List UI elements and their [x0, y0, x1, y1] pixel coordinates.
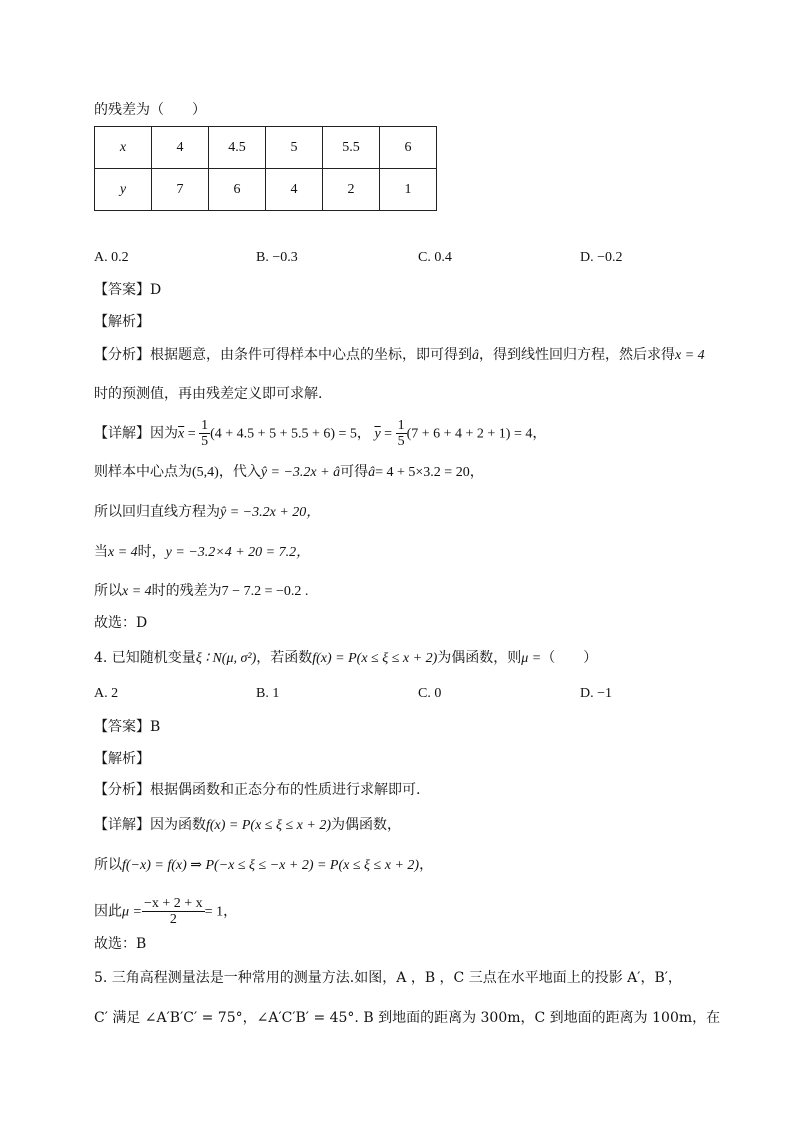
math-inline: f(x) = P(x ≤ ξ ≤ x + 2)	[206, 818, 331, 833]
math-inline: = 4 + 5×3.2 = 20，	[375, 465, 484, 480]
table-cell: 4.5	[209, 127, 266, 169]
q5-line2: C′ 满足 ∠A′B′C′ = 75°，∠A′C′B′ = 45°. B 到地面的距离为 300m，C 到地面的距离为 100m，在	[94, 1010, 721, 1026]
q4-option-c: C. 0	[418, 686, 442, 701]
text: 所以	[94, 857, 122, 873]
equals: =	[380, 426, 396, 442]
q3-center-point	[94, 462, 484, 483]
fenxi-text: 【分析】根据题意，由条件可得样本中心点的坐标，即可得到	[94, 347, 472, 363]
fraction	[142, 896, 205, 927]
table-cell: 1	[380, 169, 437, 211]
q3-when	[94, 542, 310, 563]
y-bar: $\overline{y}$	[374, 426, 381, 442]
q5-line1: 5. 三角高程测量法是一种常用的测量方法.如图，A ，B ，C 三点在水平地面上的投影 A′，B′，	[94, 970, 682, 986]
table-cell: 5	[266, 127, 323, 169]
a-hat-symbol: â	[472, 348, 479, 363]
q3-option-a: A. 0.2	[94, 250, 129, 265]
math-inline: ŷ = −3.2x + 20，	[220, 505, 321, 520]
text: （ ）	[541, 650, 598, 666]
math-inline: y = −3.2×4 + 20 = 7.2，	[165, 545, 311, 560]
table-cell: x	[95, 127, 152, 169]
equals: =	[184, 426, 200, 442]
q3-xiangjie-means	[94, 418, 546, 449]
text: 为偶函数，	[331, 817, 401, 833]
q4-fenxi: 【分析】根据偶函数和正态分布的性质进行求解即可.	[94, 782, 421, 798]
text: 4. 已知随机变量	[94, 650, 196, 666]
q4-stem	[94, 648, 597, 669]
fraction-denominator: 5	[397, 434, 405, 449]
fraction-numerator: 1	[201, 418, 209, 433]
fraction-numerator: 1	[397, 418, 405, 433]
q3-fenxi	[94, 345, 705, 366]
table-cell: 6	[209, 169, 266, 211]
q4-xiangjie	[94, 815, 401, 836]
data-table	[94, 126, 437, 211]
fraction-denominator: 2	[169, 912, 177, 927]
q3-option-d: D. −0.2	[580, 250, 623, 265]
xiangjie-label: 【详解】因为	[94, 425, 178, 442]
text: ，代入	[218, 464, 261, 480]
math-inline: f(−x) = f(x) ⇒ P(−x ≤ ξ ≤ −x + 2) = P(x ≤ ξ ≤ x + 2)	[122, 858, 420, 873]
math-inline: = 1，	[204, 904, 238, 920]
math-inline: (4 + 4.5 + 5 + 5.5 + 6) = 5，	[210, 426, 371, 442]
text: 因此	[94, 903, 122, 920]
text: 所以回归直线方程为	[94, 504, 220, 520]
q3-choose: 故选：D	[94, 615, 148, 631]
math-inline: (7 + 6 + 4 + 2 + 1) = 4，	[406, 426, 547, 442]
text: 【详解】因为函数	[94, 817, 206, 833]
table-cell: 2	[323, 169, 380, 211]
q3-regression	[94, 502, 320, 523]
table-cell: 4	[266, 169, 323, 211]
q3-option-c: C. 0.4	[418, 250, 452, 265]
text: 时，	[137, 544, 166, 560]
fenxi-text: ，得到线性回归方程，然后求得	[479, 347, 675, 363]
math-inline: ξ ∶ N(μ, σ²)	[195, 651, 257, 666]
math-inline: x = 4	[122, 584, 152, 599]
q4-option-d: D. −1	[580, 686, 613, 701]
q3-stem-tail: 的残差为（ ）	[94, 102, 206, 118]
x-bar: $\overline{x}$	[178, 426, 185, 442]
math-inline: (5,4)	[192, 465, 219, 480]
q4-therefore	[94, 896, 237, 927]
fraction	[199, 418, 210, 449]
text: ，	[419, 857, 434, 873]
math-inline: μ =	[122, 904, 142, 920]
math-inline: ŷ = −3.2x + â	[260, 465, 341, 480]
table-cell: 6	[380, 127, 437, 169]
q3-answer: 【答案】D	[94, 282, 162, 298]
table-cell: 7	[152, 169, 209, 211]
table-cell: 4	[152, 127, 209, 169]
fraction	[396, 418, 407, 449]
math-inline: f(x) = P(x ≤ ξ ≤ x + 2)	[312, 651, 438, 666]
text: 可得	[340, 464, 369, 480]
q4-option-a: A. 2	[94, 686, 119, 701]
text: 所以	[94, 583, 122, 599]
q3-residual	[94, 581, 308, 602]
fraction-denominator: 5	[201, 434, 209, 449]
q4-option-b: B. 1	[256, 686, 280, 701]
math-inline: μ =	[521, 651, 542, 666]
q4-answer: 【答案】B	[94, 719, 161, 735]
table-cell: y	[95, 169, 152, 211]
text: ，若函数	[256, 650, 313, 666]
text: 则样本中心点为	[94, 464, 192, 480]
text: 时的残差为	[151, 583, 222, 599]
a-hat-symbol: â	[368, 465, 376, 480]
q3-option-b: B. −0.3	[256, 250, 298, 265]
math-inline: x = 4	[675, 348, 705, 363]
q4-so	[94, 855, 433, 876]
q3-fenxi-line2: 时的预测值，再由残差定义即可求解.	[94, 386, 323, 402]
math-inline: 7 − 7.2 = −0.2 .	[221, 584, 309, 599]
table-row	[95, 169, 437, 211]
table-cell: 5.5	[323, 127, 380, 169]
table-row	[95, 127, 437, 169]
q4-choose: 故选：B	[94, 936, 147, 952]
math-inline: x = 4	[108, 545, 138, 560]
text: 为偶函数，则	[437, 650, 522, 666]
q3-analysis-title: 【解析】	[94, 314, 150, 330]
q4-analysis-title: 【解析】	[94, 751, 150, 767]
text: 当	[94, 544, 108, 560]
fraction-numerator: −x + 2 + x	[143, 896, 203, 911]
